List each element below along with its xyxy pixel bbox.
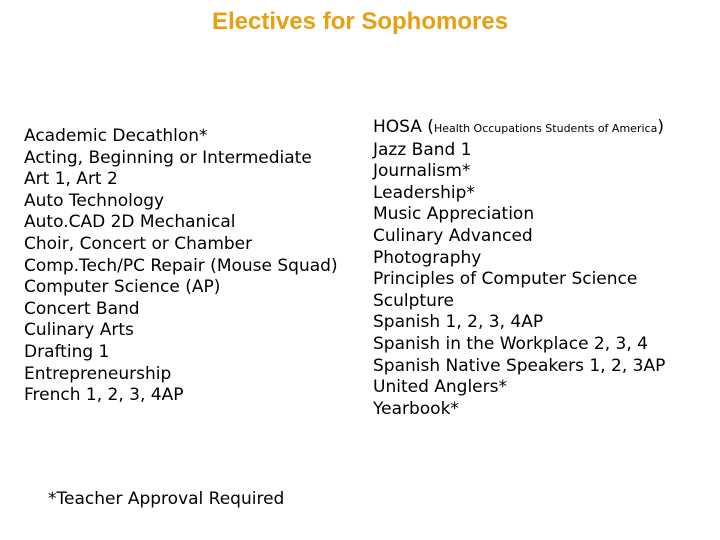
footnote: *Teacher Approval Required bbox=[48, 489, 285, 509]
list-item: French 1, 2, 3, 4AP bbox=[24, 385, 184, 406]
list-item: Principles of Computer Science bbox=[373, 269, 638, 290]
list-item: Auto Technology bbox=[24, 190, 165, 211]
list-item: Spanish Native Speakers 1, 2, 3AP bbox=[373, 355, 666, 376]
list-item: Choir, Concert or Chamber bbox=[24, 233, 253, 254]
electives-list-right bbox=[373, 117, 665, 420]
list-item: Leadership* bbox=[373, 182, 475, 203]
list-item: Culinary Arts bbox=[24, 320, 134, 341]
list-item: Music Appreciation bbox=[373, 204, 535, 225]
list-item: Spanish in the Workplace 2, 3, 4 bbox=[373, 333, 648, 354]
list-item: Drafting 1 bbox=[24, 341, 110, 362]
list-item: Academic Decathlon* bbox=[24, 126, 208, 146]
list-item: Art 1, Art 2 bbox=[24, 169, 118, 190]
list-item: Spanish 1, 2, 3, 4AP bbox=[373, 312, 544, 333]
list-item: Comp.Tech/PC Repair (Mouse Squad) bbox=[24, 255, 338, 276]
list-item: Jazz Band 1 bbox=[373, 139, 472, 160]
page-title: Electives for Sophomores bbox=[211, 8, 509, 35]
list-item: Sculpture bbox=[373, 290, 454, 311]
list-item: Entrepreneurship bbox=[24, 363, 172, 384]
list-item: Acting, Beginning or Intermediate bbox=[24, 147, 312, 168]
electives-list-left bbox=[24, 126, 338, 407]
list-item: Computer Science (AP) bbox=[24, 277, 221, 298]
list-item: United Anglers* bbox=[373, 377, 507, 398]
list-item: Auto.CAD 2D Mechanical bbox=[24, 212, 236, 233]
list-item: Culinary Advanced bbox=[373, 225, 533, 246]
list-item: Photography bbox=[373, 247, 482, 268]
list-item: Concert Band bbox=[24, 298, 140, 319]
list-item-hosa: HOSA (Health Occupations Students of America) bbox=[373, 117, 664, 137]
list-item: Yearbook* bbox=[373, 398, 459, 419]
list-item: Journalism* bbox=[373, 161, 471, 182]
